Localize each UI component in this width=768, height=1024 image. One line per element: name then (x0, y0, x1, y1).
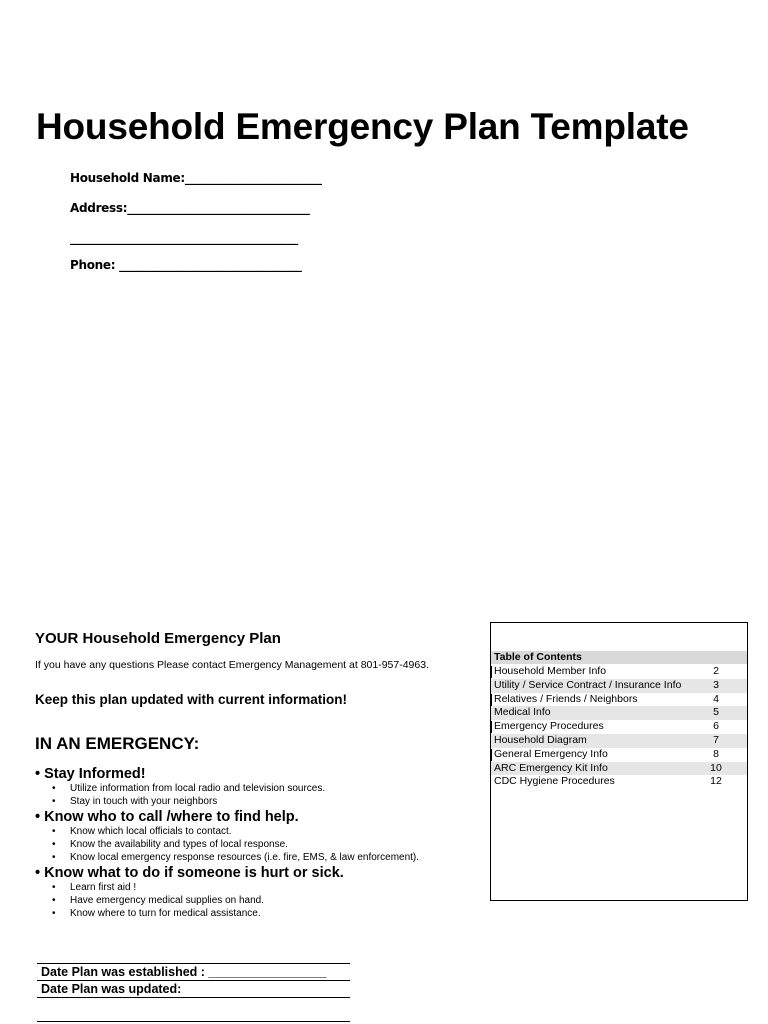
toc-label: ARC Emergency Kit Info (494, 761, 608, 774)
bullet-icon: • (52, 882, 56, 893)
toc-rows (491, 665, 747, 789)
phone-field[interactable]: Phone: ________________________________ (70, 258, 302, 272)
section-title: • Know who to call /where to find help. (35, 809, 299, 825)
table-row[interactable] (491, 720, 747, 734)
list-item (52, 782, 475, 795)
toc-marker (491, 749, 492, 761)
list-item (52, 907, 475, 920)
list-item-text: Know which local officials to contact. (70, 826, 232, 837)
bullet-icon: • (52, 895, 56, 906)
table-row[interactable] (491, 693, 747, 707)
section-find-help (35, 809, 475, 864)
household-name-field[interactable]: Household Name:________________________ (70, 171, 322, 185)
section-title: • Know what to do if someone is hurt or sick. (35, 865, 344, 881)
toc-page: 4 (713, 692, 719, 705)
date-divider (37, 997, 350, 998)
date-established-row[interactable] (37, 963, 350, 980)
toc-label: Emergency Procedures (494, 720, 604, 733)
section-list (35, 825, 475, 864)
keep-updated-notice: Keep this plan updated with current information! (35, 692, 348, 707)
toc-label: CDC Hygiene Procedures (494, 775, 615, 788)
date-updated-row[interactable] (37, 980, 350, 997)
list-item (52, 795, 475, 808)
table-of-contents (490, 622, 748, 901)
page-title: Household Emergency Plan Template (36, 106, 689, 147)
toc-page: 6 (713, 720, 719, 733)
list-item (52, 851, 475, 864)
table-row[interactable] (491, 734, 747, 748)
toc-page: 5 (713, 706, 719, 719)
bullet-icon: • (52, 839, 56, 850)
toc-page: 7 (713, 733, 719, 746)
section-list (35, 881, 475, 920)
table-row[interactable] (491, 762, 747, 776)
toc-page: 2 (713, 665, 719, 677)
toc-marker (491, 721, 492, 733)
list-item-text: Stay in touch with your neighbors (70, 796, 218, 807)
section-title: • Stay Informed! (35, 766, 146, 782)
toc-title: Table of Contents (491, 651, 747, 664)
toc-page: 10 (710, 761, 722, 774)
toc-label: Household Diagram (494, 733, 587, 746)
address-field[interactable]: Address:________________________________ (70, 201, 310, 215)
section-hurt-or-sick (35, 865, 475, 920)
list-item (52, 838, 475, 851)
list-item (52, 894, 475, 907)
table-row[interactable] (491, 665, 747, 679)
toc-page: 3 (713, 678, 719, 691)
toc-label: Medical Info (494, 706, 551, 719)
list-item (52, 825, 475, 838)
list-item-text: Learn first aid ! (70, 882, 137, 893)
bullet-icon: • (52, 783, 56, 794)
toc-marker (491, 694, 492, 706)
toc-label: Relatives / Friends / Neighbors (494, 692, 638, 705)
emergency-heading: IN AN EMERGENCY: (35, 734, 200, 753)
bullet-icon: • (52, 908, 56, 919)
toc-label: Household Member Info (494, 665, 607, 677)
list-item-text: Utilize information from local radio and television sources. (70, 783, 326, 794)
toc-page: 8 (713, 747, 719, 760)
plan-heading: YOUR Household Emergency Plan (35, 630, 281, 647)
date-divider (37, 1021, 350, 1022)
section-list (35, 782, 475, 808)
table-row[interactable] (491, 706, 747, 720)
list-item-text: Know where to turn for medical assistance. (70, 908, 261, 919)
section-stay-informed (35, 766, 475, 808)
date-updated-label: Date Plan was updated: (41, 982, 182, 996)
bullet-icon: • (52, 826, 56, 837)
table-row[interactable] (491, 775, 747, 789)
toc-label: Utility / Service Contract / Insurance Info (494, 678, 682, 691)
toc-page: 12 (710, 775, 722, 788)
date-established-label: Date Plan was established : _________________ (41, 965, 327, 979)
bullet-icon: • (52, 796, 56, 807)
toc-label: General Emergency Info (494, 747, 608, 760)
table-row[interactable] (491, 748, 747, 762)
toc-marker (491, 666, 492, 678)
contact-text: If you have any questions Please contact Emergency Management at 801-957-4963. (35, 659, 429, 671)
list-item-text: Know local emergency response resources (i.e. fire, EMS, & law enforcement). (70, 852, 420, 863)
table-row[interactable] (491, 679, 747, 693)
list-item-text: Know the availability and types of local response. (70, 839, 288, 850)
list-item (52, 881, 475, 894)
address-line2-field[interactable]: ________________________________________ (70, 231, 299, 245)
bullet-icon: • (52, 852, 56, 863)
list-item-text: Have emergency medical supplies on hand. (70, 895, 264, 906)
